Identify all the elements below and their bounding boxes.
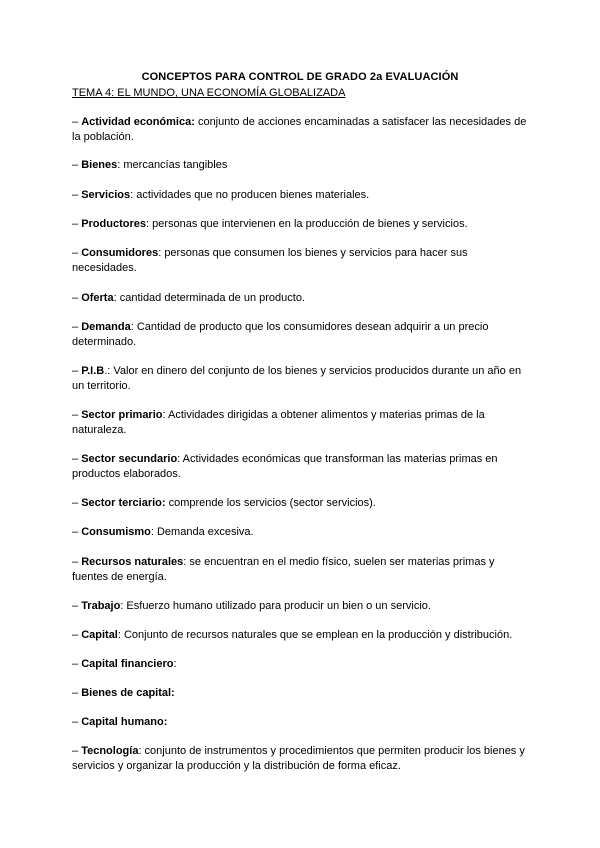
concept-term: Consumidores bbox=[81, 247, 159, 259]
concept-term: Bienes bbox=[81, 159, 118, 171]
entry-dash: – bbox=[72, 116, 82, 128]
concept-entry bbox=[72, 744, 532, 774]
concept-entry bbox=[72, 599, 532, 614]
concept-entry bbox=[72, 115, 532, 145]
concept-entry bbox=[72, 291, 532, 306]
concept-definition: : Conjunto de recursos naturales que se emplean en la producción y distribución. bbox=[117, 629, 513, 641]
concept-entry bbox=[72, 408, 532, 438]
concept-term: P.I.B bbox=[81, 365, 105, 377]
concept-entry bbox=[72, 525, 532, 540]
entry-dash: – bbox=[72, 497, 82, 509]
entry-dash: – bbox=[72, 687, 82, 699]
concept-entry bbox=[72, 715, 532, 730]
entry-dash: – bbox=[72, 600, 82, 612]
concept-term: Consumismo bbox=[81, 526, 151, 538]
entry-dash: – bbox=[72, 247, 82, 259]
concept-term: Productores bbox=[81, 218, 146, 230]
concept-term: Servicios bbox=[81, 189, 131, 201]
document-subtitle: TEMA 4: EL MUNDO, UNA ECONOMÍA GLOBALIZADA bbox=[72, 87, 346, 99]
concept-definition: : bbox=[173, 658, 177, 670]
concept-term: Bienes de capital: bbox=[81, 687, 175, 699]
concept-definition: conjunto de acciones encaminadas a satisfacer las necesidades de la población. bbox=[72, 116, 527, 143]
concept-definition: : mercancías tangibles bbox=[117, 159, 228, 171]
entry-dash: – bbox=[72, 629, 82, 641]
entry-dash: – bbox=[72, 409, 82, 421]
entry-dash: – bbox=[72, 189, 82, 201]
entry-dash: – bbox=[72, 526, 82, 538]
concept-entry bbox=[72, 686, 532, 701]
entry-dash: – bbox=[72, 453, 82, 465]
concept-term: Trabajo bbox=[81, 600, 121, 612]
concept-entry bbox=[72, 452, 532, 482]
concept-entry bbox=[72, 496, 532, 511]
concept-definition: : Esfuerzo humano utilizado para producir un bien o un servicio. bbox=[120, 600, 431, 612]
entry-dash: – bbox=[72, 556, 82, 568]
concept-entry bbox=[72, 320, 532, 350]
entry-dash: – bbox=[72, 658, 82, 670]
concept-entry bbox=[72, 246, 532, 276]
concept-term: Oferta bbox=[81, 292, 114, 304]
concept-term: Actividad económica: bbox=[81, 116, 195, 128]
entry-dash: – bbox=[72, 218, 82, 230]
concept-definition: : Cantidad de producto que los consumidores desean adquirir a un precio determinado. bbox=[72, 321, 489, 348]
concept-definition: comprende los servicios (sector servicios). bbox=[165, 497, 376, 509]
concept-term: Sector terciario: bbox=[81, 497, 166, 509]
concept-entry bbox=[72, 657, 532, 672]
concept-definition: : Actividades dirigidas a obtener alimentos y materias primas de la naturaleza. bbox=[72, 409, 485, 436]
concept-entry bbox=[72, 158, 532, 173]
concept-entry bbox=[72, 217, 532, 232]
concept-entry bbox=[72, 364, 532, 394]
concept-term: Capital bbox=[81, 629, 118, 641]
concept-term: Capital financiero bbox=[81, 658, 174, 670]
concept-term: Recursos naturales bbox=[81, 556, 184, 568]
concept-entry bbox=[72, 628, 532, 643]
concept-definition: : se encuentran en el medio físico, suelen ser materias primas y fuentes de energía. bbox=[72, 556, 495, 583]
concept-term: Capital humano: bbox=[81, 716, 168, 728]
entry-dash: – bbox=[72, 716, 82, 728]
concept-definition: : Demanda excesiva. bbox=[150, 526, 254, 538]
concept-definition: : personas que intervienen en la producción de bienes y servicios. bbox=[145, 218, 468, 230]
concept-definition: : cantidad determinada de un producto. bbox=[113, 292, 306, 304]
concept-definition: : actividades que no producen bienes materiales. bbox=[130, 189, 370, 201]
concept-definition: : Actividades económicas que transforman las materias primas en productos elaborados. bbox=[72, 453, 498, 480]
concept-term: Tecnología bbox=[81, 745, 139, 757]
concept-definition: .: Valor en dinero del conjunto de los bienes y servicios producidos durante un año en un territorio. bbox=[72, 365, 522, 392]
concept-term: Demanda bbox=[81, 321, 131, 333]
concept-entry bbox=[72, 555, 532, 585]
entry-dash: – bbox=[72, 745, 82, 757]
concept-definition: : personas que consumen los bienes y servicios para hacer sus necesidades. bbox=[72, 247, 468, 274]
entry-dash: – bbox=[72, 321, 82, 333]
concept-definition: : conjunto de instrumentos y procedimientos que permiten producir los bienes y servicios y organizar la producción y la distribución de forma eficaz. bbox=[72, 745, 525, 772]
concept-term: Sector secundario bbox=[81, 453, 178, 465]
entry-dash: – bbox=[72, 292, 82, 304]
document-title: CONCEPTOS PARA CONTROL DE GRADO 2a EVALUACIÓN bbox=[141, 71, 459, 83]
entry-dash: – bbox=[72, 159, 82, 171]
concept-entry bbox=[72, 188, 532, 203]
concept-term: Sector primario bbox=[81, 409, 163, 421]
entry-dash: – bbox=[72, 365, 82, 377]
